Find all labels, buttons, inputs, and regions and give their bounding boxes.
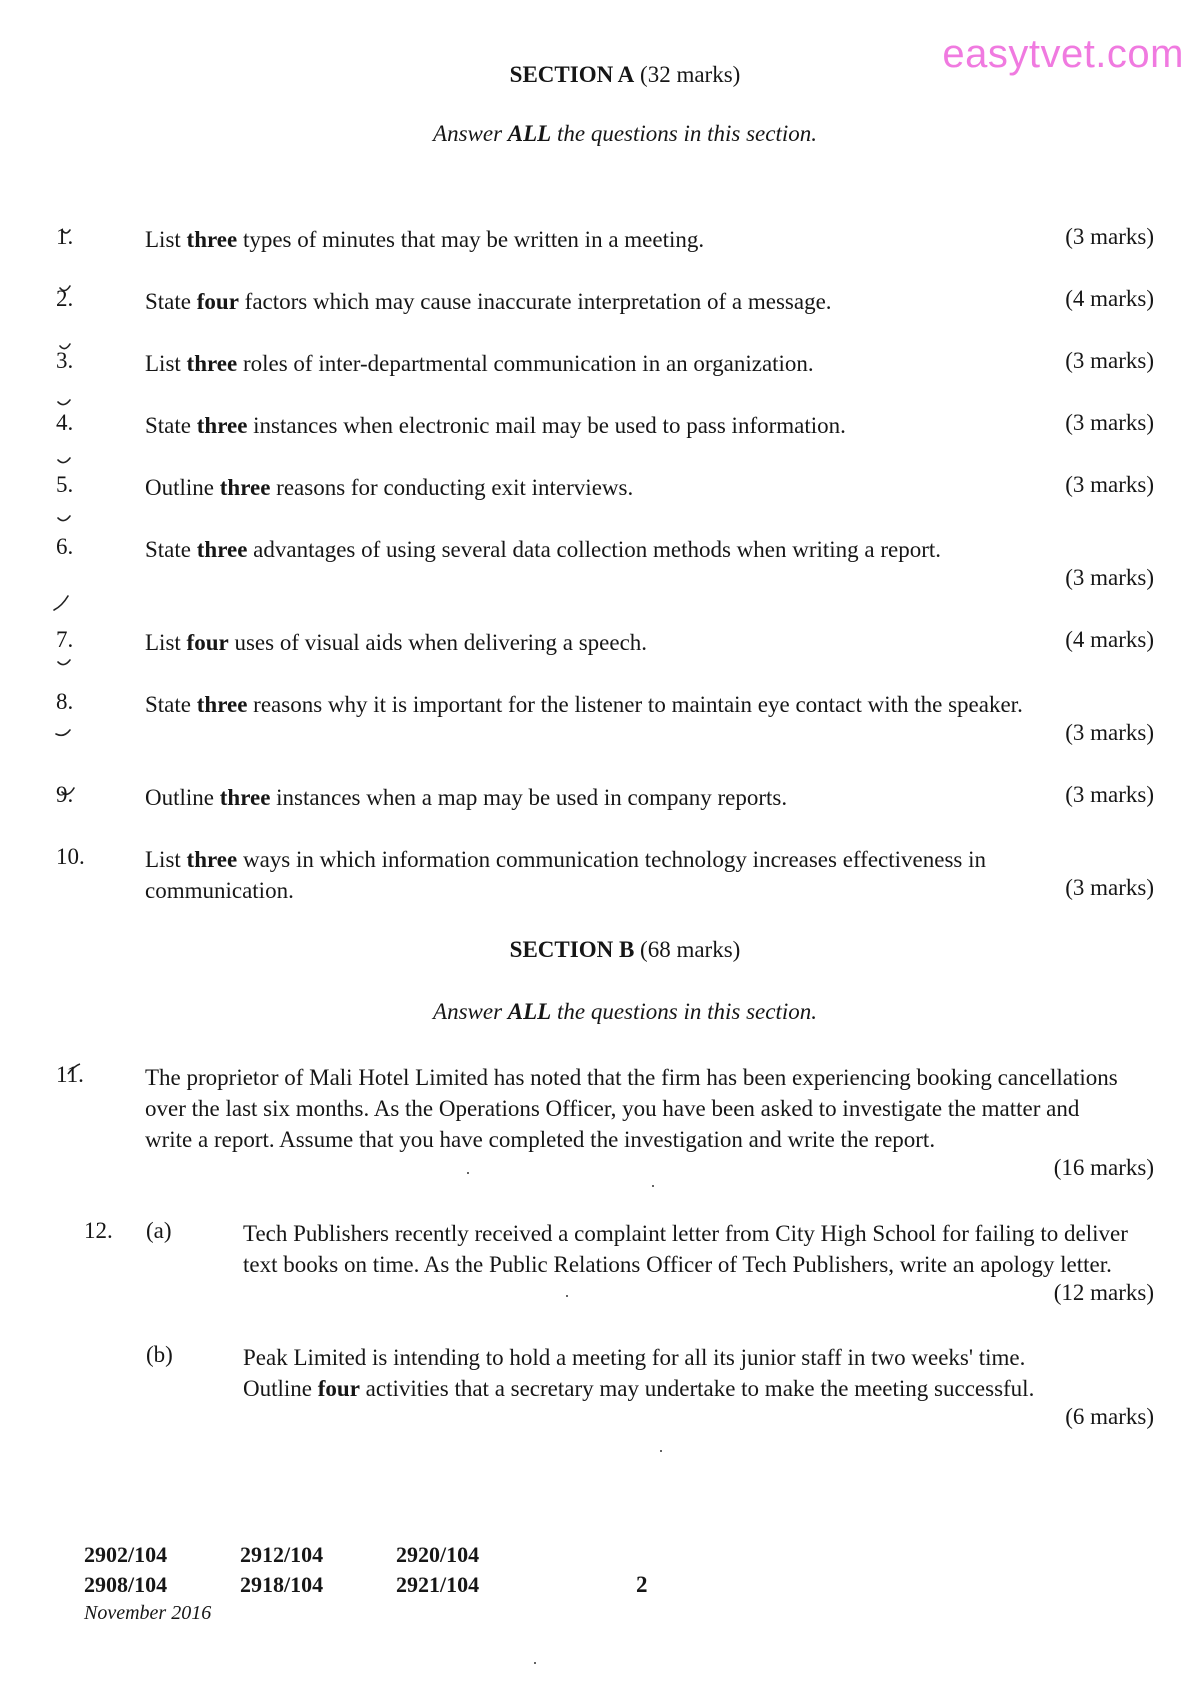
instruction-text: Answer [433, 999, 508, 1024]
question-number: 10. [56, 844, 85, 869]
paper-code: 2908/104 [84, 1572, 168, 1597]
page-number: 2 [636, 1572, 648, 1597]
question-number: 6. [56, 534, 74, 559]
question-text: Outline three instances when a map may be used in company reports. [145, 785, 788, 810]
section-b-instruction [0, 999, 1200, 1025]
scan-speck [467, 1172, 469, 1174]
sub-question-text: Peak Limited is intending to hold a meeting for all its junior staff in two weeks' time. Outline four activities that a secretary may undertake to make the meeting successful. [243, 1345, 1035, 1401]
question-marks: (6 marks) [1065, 1404, 1154, 1429]
question-number: 4. [56, 410, 74, 435]
watermark: easytvet.com [942, 32, 1184, 76]
question-marks: (4 marks) [1065, 286, 1154, 311]
scan-speck [652, 1185, 654, 1187]
question-text: List three roles of inter-departmental communication in an organization. [145, 351, 814, 376]
section-b-heading [0, 937, 1200, 963]
question-marks: (3 marks) [1065, 472, 1154, 497]
question-text: State four factors which may cause inaccurate interpretation of a message. [145, 289, 832, 314]
tick-mark [56, 730, 70, 735]
section-a-title: SECTION A [509, 62, 635, 87]
tick-mark [58, 516, 70, 521]
question-number: 8. [56, 689, 74, 714]
question-number: 7. [56, 627, 74, 652]
question-text: State three advantages of using several data collection methods when writing a report. [145, 537, 942, 562]
sub-question-label: (b) [146, 1342, 173, 1367]
exam-date: November 2016 [84, 1602, 212, 1624]
question-number: 3. [56, 348, 74, 373]
instruction-bold: ALL [507, 999, 552, 1024]
question-marks: (3 marks) [1065, 348, 1154, 373]
question-marks: (16 marks) [1053, 1155, 1154, 1180]
question-marks: (3 marks) [1065, 224, 1154, 249]
section-a-heading [0, 62, 1200, 88]
scan-speck [660, 1450, 662, 1452]
question-marks: (4 marks) [1065, 627, 1154, 652]
paper-code: 2902/104 [84, 1542, 168, 1567]
section-a-marks: (32 marks) [640, 62, 741, 87]
paper-code: 2921/104 [396, 1572, 480, 1597]
paper-code: 2920/104 [396, 1542, 480, 1567]
sub-question-label: (a) [146, 1218, 172, 1243]
instruction-text: the questions in this section. [551, 999, 817, 1024]
paper-code: 2918/104 [240, 1572, 324, 1597]
question-marks: (12 marks) [1053, 1280, 1154, 1305]
question-marks: (3 marks) [1065, 720, 1154, 745]
question-marks: (3 marks) [1065, 782, 1154, 807]
question-number: 9. [56, 782, 74, 807]
question-number: 5. [56, 472, 74, 497]
instruction-text: Answer [433, 121, 508, 146]
question-number: 1. [56, 224, 74, 249]
sub-question-text: Tech Publishers recently received a complaint letter from City High School for failing to deliver text books on time. As the Public Relations Officer of Tech Publishers, write an apology letter. [243, 1221, 1128, 1277]
question-text: Outline three reasons for conducting exit interviews. [145, 475, 634, 500]
question-text: State three instances when electronic mail may be used to pass information. [145, 413, 846, 438]
tick-mark [54, 596, 68, 610]
section-b-title: SECTION B [509, 937, 635, 962]
question-text: State three reasons why it is important for the listener to maintain eye contact with the speaker. [145, 692, 1023, 717]
section-b-marks: (68 marks) [640, 937, 741, 962]
question-text: List three ways in which information communication technology increases effectiveness in communication. [145, 847, 986, 903]
question-marks: (3 marks) [1065, 565, 1154, 590]
question-number: 2. [56, 286, 74, 311]
question-marks: (3 marks) [1065, 875, 1154, 900]
scan-speck [566, 1295, 568, 1297]
tick-mark [58, 458, 70, 463]
question-number: 11. [56, 1062, 84, 1087]
tick-mark [58, 400, 70, 405]
question-text: List three types of minutes that may be written in a meeting. [145, 227, 705, 252]
section-a-instruction [0, 121, 1200, 147]
question-number: 12. [84, 1218, 113, 1243]
question-marks: (3 marks) [1065, 410, 1154, 435]
question-text: List four uses of visual aids when delivering a speech. [145, 630, 648, 655]
scan-speck [534, 1662, 536, 1664]
paper-code: 2912/104 [240, 1542, 324, 1567]
instruction-text: the questions in this section. [551, 121, 817, 146]
question-text: The proprietor of Mali Hotel Limited has noted that the firm has been experiencing booking cancellations over the last six months. As the Operations Officer, you have been asked to investigate the matter and write a report. Assume that you have completed the investigation and write the report. [145, 1065, 1118, 1152]
tick-mark [58, 660, 70, 665]
instruction-bold: ALL [507, 121, 552, 146]
